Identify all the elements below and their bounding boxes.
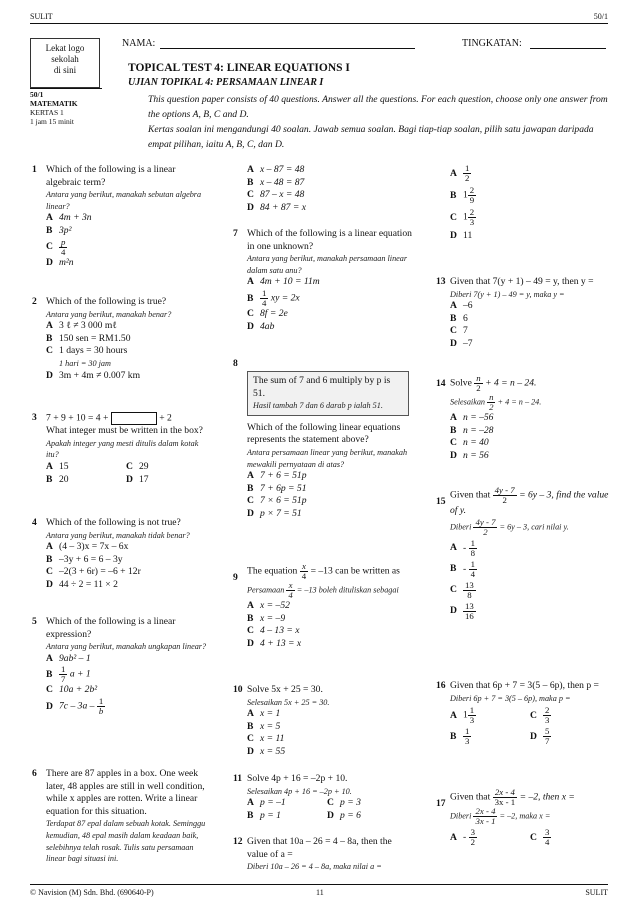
q12-option-c[interactable]: C 1 $\frac{2}{3}$ [450, 207, 475, 227]
q13-option-d[interactable]: D –7 [450, 337, 473, 349]
q16-text-ms: Diberi 6p + 7 = 3(5 – 6p), maka p = [450, 693, 571, 703]
q7-text: Which of the following is a linear equation in one unknown? [247, 228, 412, 252]
q7-option-a[interactable]: A 4m + 10 = 11m [247, 276, 320, 288]
q15-option-b[interactable]: B - $\frac{1}{4}$ [450, 558, 476, 579]
q1-option-a[interactable]: A 4m + 3n [46, 212, 92, 224]
question-5 [32, 616, 212, 716]
q8-statement-box [247, 371, 409, 416]
q10-option-d[interactable]: D x = 55 [247, 745, 286, 757]
q2-text-ms: Antara yang berikut, manakah benar? [46, 309, 172, 319]
q9-option-c[interactable]: C 4 – 13 = x [247, 625, 300, 637]
q16-option-a[interactable]: A 1 $\frac{1}{3}$ [450, 705, 475, 726]
q5-option-c[interactable]: C 10a + 2b² [46, 684, 98, 696]
q15-option-a[interactable]: A - $\frac{1}{8}$ [450, 537, 476, 558]
q17-option-a[interactable]: A - $\frac{3}{2}$ [450, 827, 476, 847]
q15-text: Given that $\frac{4y - 7}{2}$ = 6y – 3, find the value of y. [450, 485, 609, 516]
header-sulit: SULIT [30, 12, 53, 21]
q7-option-d[interactable]: D 4ab [247, 320, 275, 332]
name-label: NAMA: [122, 38, 156, 49]
q5-option-a[interactable]: A 9ab² – 1 [46, 652, 91, 664]
q9-number: 9 [233, 572, 238, 583]
q8-option-a[interactable]: A 7 + 6 = 51p [247, 470, 307, 482]
q2-option-d[interactable]: D 3m + 4m ≠ 0.007 km [46, 369, 141, 381]
q2-text: Which of the following is true? [46, 296, 167, 307]
paper-duration: 1 jam 15 minit [30, 117, 74, 126]
question-1 [32, 164, 212, 269]
q8-option-c[interactable]: C 7 × 6 = 51p [247, 495, 307, 507]
q13-option-c[interactable]: C 7 [450, 325, 468, 337]
q14-option-c[interactable]: C n = 40 [450, 437, 489, 449]
q6-option-d[interactable]: D 84 + 87 = x [247, 201, 306, 213]
question-6 [32, 768, 212, 865]
q12-text-ms: Diberi 10a – 26 = 4 – 8a, maka nilai a = [247, 862, 382, 872]
question-14 [436, 373, 615, 462]
q5-option-b[interactable]: B $\frac{1}{7}$ a + 1 [46, 664, 91, 685]
q10-option-a[interactable]: A x = 1 [247, 708, 281, 720]
q16-option-b[interactable]: B $\frac{1}{3}$ [450, 726, 470, 747]
page-number: 11 [316, 888, 324, 897]
q2-number: 2 [32, 296, 37, 307]
question-9 [233, 561, 413, 650]
q4-option-c[interactable]: C –2(3 + 6r) = –6 + 12r [46, 566, 141, 578]
question-17 [436, 787, 615, 847]
q13-text: Given that 7(y + 1) – 49 = y, then y = [450, 276, 594, 287]
q11-option-d[interactable]: D p = 6 [327, 809, 361, 821]
q13-number: 13 [436, 276, 446, 287]
logo-line-1: Lekat logo [45, 43, 85, 53]
q5-option-d[interactable]: D 7c – 3a – $\frac{1}{b}$ [46, 695, 104, 716]
paper-number: KERTAS 1 [30, 108, 64, 117]
paper-code: 50/1 [30, 90, 44, 99]
question-7 [233, 228, 413, 333]
q1-option-c[interactable]: C $\frac{p}{4}$ [46, 236, 66, 257]
q1-option-d[interactable]: D m²n [46, 256, 74, 268]
q1-number: 1 [32, 164, 37, 175]
question-2 [32, 296, 212, 382]
instructions-en: This question paper consists of 40 questions. Answer all the questions. For each question, choose only one answer from the options A, B, C and D. [148, 94, 608, 120]
q1-text: Which of the following is a linear algebraic term? [46, 164, 176, 188]
q16-text: Given that 6p + 7 = 3(5 – 6p), then p = [450, 680, 599, 691]
q13-text-ms: Diberi 7(y + 1) – 49 = y, maka y = [450, 289, 565, 299]
q15-text-ms: Diberi $\frac{4y - 7}{2}$ = 6y – 3, cari nilai y. [450, 516, 569, 537]
q17-text: Given that $\frac{2x - 4}{3x - 1}$ = –2, then x = [450, 787, 575, 807]
q2-option-a[interactable]: A 3 ℓ ≠ 3 000 mℓ [46, 320, 117, 332]
question-6-options [247, 164, 413, 214]
q14-option-b[interactable]: B n = –28 [450, 424, 494, 436]
logo-line-2: sekolah [51, 54, 79, 64]
q8-option-b[interactable]: B 7 + 6p = 51 [247, 482, 307, 494]
q17-number: 17 [436, 798, 446, 809]
q6-text: There are 87 apples in a box. One week later, 48 apples are still in well condition, while x apples are rotten. Write a linear equation for this situation. [46, 768, 205, 817]
q10-text: Solve 5x + 25 = 30. [247, 684, 323, 695]
q11-text: Solve 4p + 16 = –2p + 10. [247, 773, 348, 784]
q3-option-a[interactable]: A 15 [46, 461, 69, 473]
q3-equation: 7 + 9 + 10 = 4 + + 2 [46, 412, 172, 424]
question-11 [233, 773, 413, 822]
q3-text: What integer must be written in the box? [46, 425, 203, 437]
q6-text-ms: Terdapat 87 epal dalam sebuah kotak. Seminggu kemudian, 48 epal masih dalam keadaan baik, selebihnya telah rosak. Tulis satu persamaan linear bagi situasi ini. [46, 819, 206, 864]
footer-copyright: © Navision (M) Sdn. Bhd. (690640-P) [30, 888, 154, 897]
q3-option-b[interactable]: B 20 [46, 473, 69, 485]
school-logo-box [30, 38, 100, 88]
question-15 [436, 485, 615, 621]
q13-option-b[interactable]: B 6 [450, 312, 468, 324]
q12-option-b[interactable]: B 1 $\frac{2}{9}$ [450, 185, 475, 205]
footer-rule [30, 884, 608, 885]
question-8 [233, 358, 413, 521]
q15-option-c[interactable]: C $\frac{13}{8}$ [450, 579, 474, 600]
q4-text-ms: Antara yang berikut, manakah tidak benar? [46, 530, 190, 540]
q3-number: 3 [32, 412, 37, 423]
q11-number: 11 [233, 773, 243, 784]
q12-option-d[interactable]: D 11 [450, 230, 473, 241]
q9-option-b[interactable]: B x = –9 [247, 612, 286, 624]
q6-number: 6 [32, 768, 37, 779]
q7-option-b[interactable]: B $\frac{1}{4}$ xy = 2x [247, 287, 300, 308]
q3-answer-box[interactable] [111, 412, 157, 425]
q6-option-a[interactable]: A x – 87 = 48 [247, 164, 305, 175]
q10-number: 10 [233, 684, 243, 695]
q4-option-a[interactable]: A (4 – 3)x = 7x – 6x [46, 541, 129, 553]
q14-option-d[interactable]: D n = 56 [450, 449, 489, 461]
instructions-ms: Kertas soalan ini mengandungi 40 soalan. Jawab semua soalan. Bagi tiap-tiap soalan, pilih satu jawapan daripada empat pilihan, iaitu A, B, C, dan D. [148, 124, 594, 150]
q6-option-c[interactable]: C 87 – x = 48 [247, 189, 305, 201]
q16-option-c[interactable]: C $\frac{2}{3}$ [530, 705, 550, 726]
q5-text: Which of the following is a linear expression? [46, 616, 176, 640]
logo-line-3: di sini [53, 65, 77, 75]
q1-option-b[interactable]: B 3p² [46, 224, 72, 236]
question-3 [32, 412, 212, 486]
q8-option-d[interactable]: D p × 7 = 51 [247, 507, 302, 519]
question-13 [436, 276, 615, 351]
q9-text-ms: Persamaan $\frac{x}{4}$ = –13 boleh dituliskan sebagai [247, 580, 399, 600]
q3-option-d[interactable]: D 17 [126, 473, 149, 485]
q12-option-a[interactable]: A $\frac{1}{2}$ [450, 163, 470, 183]
q6-option-b[interactable]: B x – 48 = 87 [247, 176, 305, 188]
q8-number: 8 [233, 358, 238, 369]
q2-option-c[interactable]: C 1 days = 30 hours [46, 345, 128, 357]
q11-option-b[interactable]: B p = 1 [247, 809, 281, 821]
q7-option-c[interactable]: C 8f = 2e [247, 307, 288, 319]
q5-text-ms: Antara yang berikut, manakah ungkapan linear? [46, 642, 207, 652]
header-rule [30, 23, 608, 24]
q9-option-a[interactable]: A x = –52 [247, 600, 290, 611]
q14-option-a[interactable]: A n = –56 [450, 412, 494, 423]
q4-option-d[interactable]: D 44 ÷ 2 = 11 × 2 [46, 578, 118, 590]
q11-option-a[interactable]: A p = –1 [247, 797, 286, 809]
question-12 [233, 836, 413, 873]
q8-text: Which of the following linear equations represents the statement above? [247, 421, 401, 446]
paper-info [30, 88, 102, 126]
q11-option-c[interactable]: C p = 3 [327, 797, 361, 809]
q14-text: Solve $\frac{n}{2}$ + 4 = n – 24. [450, 373, 537, 393]
name-field[interactable] [160, 48, 415, 49]
test-title-ms: UJIAN TOPIKAL 4: PERSAMAAN LINEAR I [128, 77, 324, 88]
q2-option-b[interactable]: B 150 sen = RM1.50 [46, 332, 131, 344]
q17-text-ms: Diberi $\frac{2x - 4}{3x - 1}$ = –2, maka x = [450, 806, 551, 826]
q1-text-ms: Antara yang berikut, manakah sebutan algebra linear? [46, 190, 202, 211]
q13-option-a[interactable]: A –6 [450, 300, 473, 312]
q10-option-c[interactable]: C x = 11 [247, 733, 285, 745]
q3-option-c[interactable]: C 29 [126, 461, 149, 473]
q4-number: 4 [32, 517, 37, 528]
q9-option-d[interactable]: D 4 + 13 = x [247, 637, 302, 649]
q16-option-d[interactable]: D $\frac{5}{7}$ [530, 726, 550, 747]
q4-text: Which of the following is not true? [46, 517, 181, 528]
footer-sulit: SULIT [585, 888, 608, 897]
q15-option-d[interactable]: D $\frac{13}{16}$ [450, 600, 474, 621]
header-code: 50/1 [593, 12, 608, 21]
q8-statement: The sum of 7 and 6 multiply by p is 51. [253, 375, 391, 399]
level-field[interactable] [530, 48, 606, 49]
level-label: TINGKATAN: [462, 38, 522, 49]
q7-number: 7 [233, 228, 238, 239]
q12-text: Given that 10a – 26 = 4 – 8a, then the value of a = [247, 836, 392, 860]
q2-option-c-ms: 1 hari = 30 jam [59, 358, 111, 368]
question-4 [32, 517, 212, 592]
question-12-options [450, 164, 615, 243]
test-title: TOPICAL TEST 4: LINEAR EQUATIONS I [128, 62, 350, 74]
q5-number: 5 [32, 616, 37, 627]
q8-text-ms: Antara persamaan linear yang berikut, manakah mewakili pernyataan di atas? [247, 447, 408, 469]
q15-number: 15 [436, 496, 446, 507]
q16-number: 16 [436, 680, 446, 691]
q10-option-b[interactable]: B x = 5 [247, 720, 281, 732]
q17-option-c[interactable]: C $\frac{3}{4}$ [530, 827, 550, 847]
q14-text-ms: Selesaikan $\frac{n}{2}$ + 4 = n – 24. [450, 392, 542, 412]
q3-text-ms: Apakah integer yang mesti ditulis dalam kotak itu? [46, 438, 199, 460]
paper-subject: MATEMATIK [30, 99, 78, 108]
q7-text-ms: Antara yang berikut, manakah persamaan linear dalam satu anu? [247, 254, 408, 275]
q14-number: 14 [436, 378, 446, 389]
q11-text-ms: Selesaikan 4p + 16 = –2p + 10. [247, 786, 352, 796]
q9-text: The equation $\frac{x}{4}$ = –13 can be written as [247, 561, 400, 581]
q10-text-ms: Selesaikan 5x + 25 = 30. [247, 697, 330, 707]
question-10 [233, 684, 413, 759]
q8-statement-ms: Hasil tambah 7 dan 6 darab p ialah 51. [253, 401, 383, 411]
q12-number: 12 [233, 836, 243, 847]
q4-option-b[interactable]: B –3y + 6 = 6 – 3y [46, 553, 123, 565]
question-16 [436, 680, 615, 747]
